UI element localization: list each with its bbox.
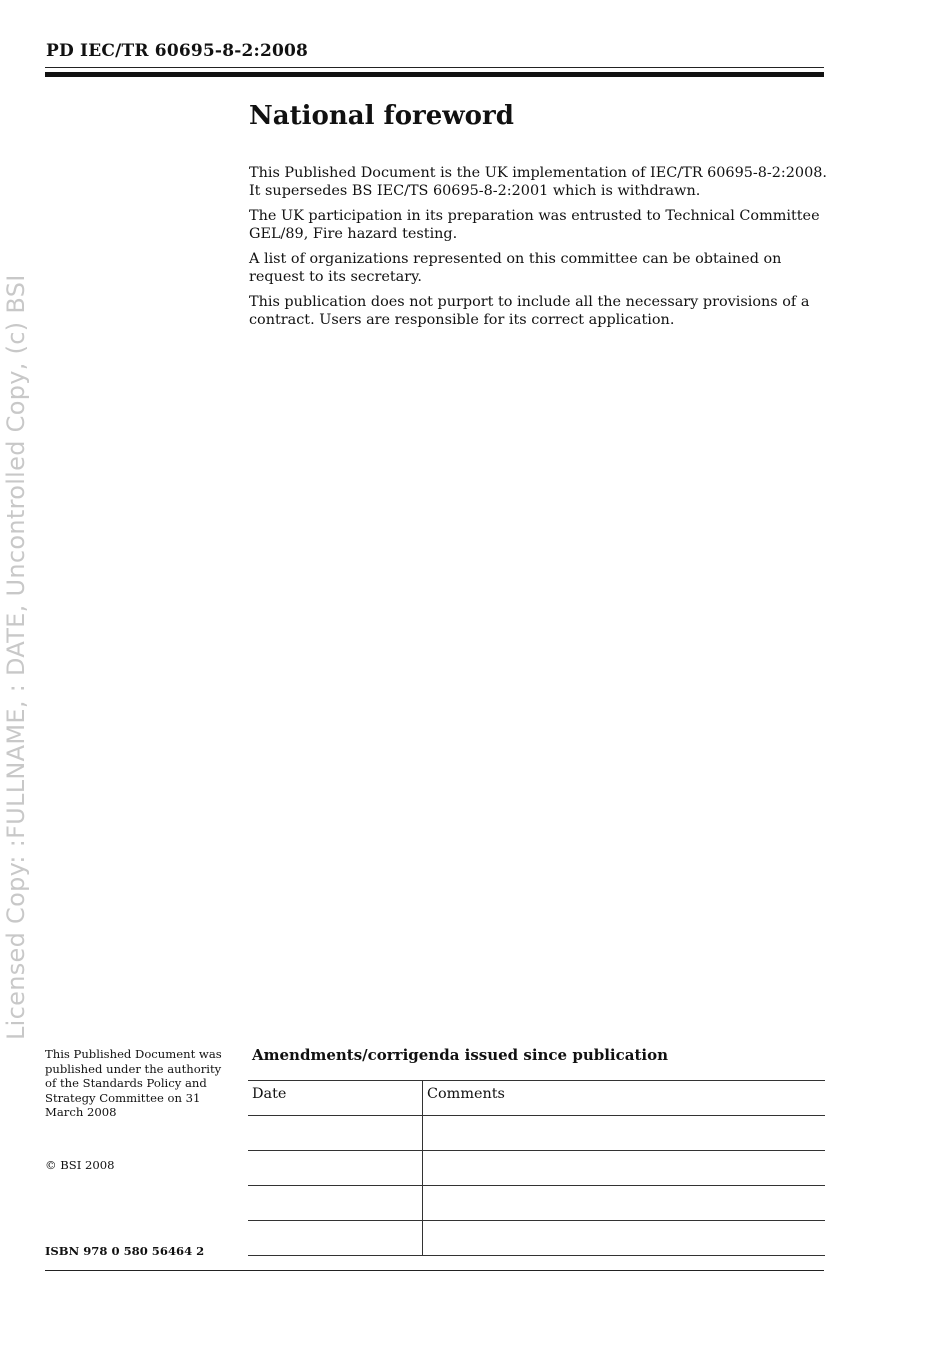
- amendments-table: [248, 1080, 825, 1256]
- column-date: Date: [248, 1081, 423, 1116]
- date-cell: [248, 1116, 423, 1151]
- copyright: © BSI 2008: [45, 1158, 115, 1172]
- footer-rule: [45, 1270, 824, 1271]
- paragraph-committee: The UK participation in its preparation was entrusted to Technical Committee GEL/89, Fire hazard testing.: [249, 208, 820, 242]
- table-row: [248, 1151, 825, 1186]
- comments-cell: [423, 1221, 826, 1256]
- foreword-body: [249, 164, 829, 336]
- table-row: [248, 1221, 825, 1256]
- document-id: PD IEC/TR 60695-8-2:2008: [46, 41, 309, 61]
- date-cell: [248, 1221, 423, 1256]
- paragraph-disclaimer: This publication does not purport to include all the necessary provisions of a contract. Users are responsible for its correct application.: [249, 294, 810, 328]
- date-cell: [248, 1186, 423, 1221]
- header-rule-thin: [45, 67, 824, 68]
- table-header-row: [248, 1081, 825, 1116]
- paragraph-organizations: A list of organizations represented on this committee can be obtained on request to its secretary.: [249, 251, 782, 285]
- amendments-title: Amendments/corrigenda issued since publication: [252, 1046, 668, 1064]
- column-comments: Comments: [423, 1081, 826, 1116]
- page-title: National foreword: [249, 101, 514, 131]
- comments-cell: [423, 1151, 826, 1186]
- comments-cell: [423, 1186, 826, 1221]
- watermark: Licensed Copy: :FULLNAME, : DATE, Uncontrolled Copy, (c) BSI: [2, 274, 30, 1040]
- comments-cell: [423, 1116, 826, 1151]
- isbn: ISBN 978 0 580 56464 2: [45, 1244, 205, 1258]
- table-row: [248, 1186, 825, 1221]
- header-rule-thick: [45, 72, 824, 77]
- date-cell: [248, 1151, 423, 1186]
- table-row: [248, 1116, 825, 1151]
- paragraph-implementation: This Published Document is the UK implementation of IEC/TR 60695-8-2:2008. It supersedes BS IEC/TS 60695-8-2:2001 which is withdrawn.: [249, 165, 827, 199]
- publication-note: This Published Document was published under the authority of the Standards Policy and Strategy Committee on 31 March 2008: [45, 1047, 222, 1119]
